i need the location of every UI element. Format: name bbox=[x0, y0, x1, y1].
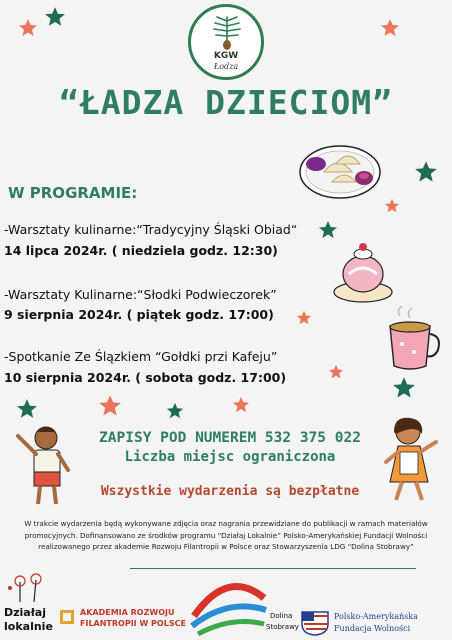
logo-org-text: KGW bbox=[213, 51, 239, 61]
event-1-title: -Warsztaty kulinarne:“Tradycyjny Śląski Obiad“ bbox=[4, 222, 298, 237]
star-icon bbox=[166, 402, 184, 420]
flag-stripes-icon bbox=[300, 608, 330, 636]
star-icon bbox=[296, 310, 312, 326]
fundacja-line2: Fundacja Wolności bbox=[334, 624, 411, 633]
logo-town-text: Łodza bbox=[213, 62, 239, 71]
fundacja-line1: Polsko-Amerykańska bbox=[334, 612, 418, 621]
dolina-stobrawy-logo bbox=[188, 576, 299, 638]
funding-notice: W trakcie wydarzenia będą wykonywane zdjęcia oraz nagrania przewidziane do publikacji w ramach materiałów promocyjnych. Dofinansowano ze środków programu “Działaj Lokalnie” Polsko-Amerykańskiej Fundacji Wolności realizowanego przez akademie Rozwoju Filantropii w Polsce oraz Stowarzyszenia LDG “Dolina Stobrawy” bbox=[24, 519, 428, 551]
river-wave-icon bbox=[188, 576, 268, 638]
akademia-line2: FILANTROPII W POLSCE bbox=[80, 619, 186, 628]
dumplings-plate-illustration bbox=[298, 142, 382, 200]
event-1-date: 14 lipca 2024r. ( niedziela godz. 12:30) bbox=[4, 243, 278, 258]
star-icon bbox=[414, 160, 438, 184]
dolina-line2: Stobrawy bbox=[266, 623, 299, 631]
pine-branch-icon bbox=[209, 13, 245, 51]
star-icon bbox=[44, 6, 66, 28]
dzialaj-line1: Działaj bbox=[4, 606, 47, 619]
kgw-logo bbox=[188, 4, 264, 80]
divider bbox=[130, 568, 416, 569]
event-2-date: 9 sierpnia 2024r. ( piątek godz. 17:00) bbox=[4, 307, 274, 322]
cake-illustration bbox=[332, 236, 394, 304]
coffee-cup-illustration bbox=[384, 306, 444, 372]
star-icon bbox=[380, 18, 400, 38]
star-icon bbox=[18, 18, 38, 38]
page-title: “ŁADZA DZIECIOM” bbox=[59, 83, 393, 122]
dolina-line1: Dolina bbox=[270, 612, 293, 620]
star-icon bbox=[98, 394, 122, 418]
signup-phone-text: ZAPISY POD NUMEREM 532 375 022 bbox=[99, 430, 361, 446]
star-icon bbox=[232, 396, 250, 414]
star-icon bbox=[392, 376, 416, 400]
dzialaj-line2: lokalnie bbox=[4, 620, 53, 633]
dzialaj-lokalnie-logo bbox=[2, 572, 53, 638]
limited-seats-text: Liczba miejsc ograniczona bbox=[124, 449, 336, 465]
star-icon bbox=[328, 364, 344, 380]
event-3-date: 10 sierpnia 2024r. ( sobota godz. 17:00) bbox=[4, 370, 287, 385]
free-events-text: Wszystkie wydarzenia są bezpłatne bbox=[100, 484, 360, 499]
event-2-title: -Warsztaty Kulinarne:“Słodki Podwieczorek” bbox=[4, 287, 277, 302]
fundacja-wolnosci-logo bbox=[300, 608, 450, 638]
akademia-mark-icon bbox=[60, 610, 74, 624]
star-icon bbox=[384, 198, 400, 214]
star-icon bbox=[16, 398, 38, 420]
event-3-title: -Spotkanie Ze Ślązkiem “Gołdki przi Kafeju” bbox=[4, 349, 278, 364]
dandelion-icon bbox=[6, 572, 48, 604]
akademia-logo bbox=[60, 606, 186, 632]
akademia-line1: AKADEMIA ROZWOJU bbox=[80, 608, 175, 617]
program-heading: W PROGRAMIE: bbox=[8, 184, 138, 202]
